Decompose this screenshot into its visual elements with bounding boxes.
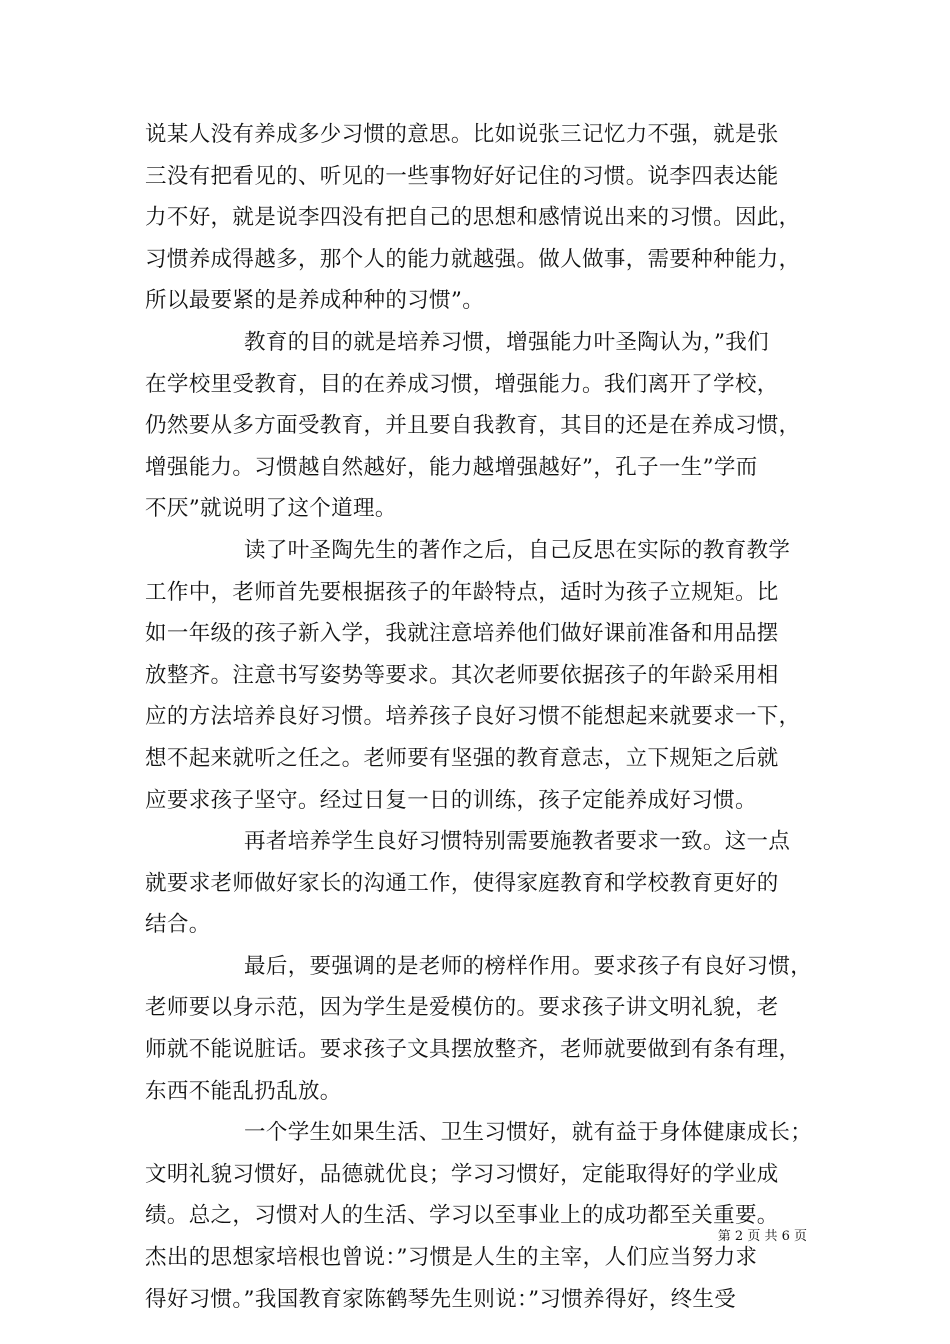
text-line: 增强能力。习惯越自然越好，能力越增强越好”，孔子一生”学而 [145, 454, 758, 480]
paragraph-first-line: 最后，要强调的是老师的榜样作用。要求孩子有良好习惯， [244, 953, 813, 979]
text-line: 仍然要从多方面受教育，并且要自我教育，其目的还是在养成习惯， [145, 413, 801, 439]
text-line: 如一年级的孩子新入学，我就注意培养他们做好课前准备和用品摆 [145, 621, 779, 647]
text-line: 所以最要紧的是养成种种的习惯”。 [145, 288, 485, 314]
paragraph-first-line: 教育的目的就是培养习惯，增强能力叶圣陶认为，”我们 [244, 329, 769, 355]
text-line: 绩。总之，习惯对人的生活、学习以至事业上的成功都至关重要。 [145, 1203, 779, 1229]
text-line: 三没有把看见的、听见的一些事物好好记住的习惯。说李四表达能 [145, 163, 779, 189]
text-line: 东西不能乱扔乱放。 [145, 1078, 342, 1104]
text-line: 说某人没有养成多少习惯的意思。比如说张三记忆力不强，就是张 [145, 122, 779, 147]
text-line: 习惯养成得越多，那个人的能力就越强。做人做事，需要种种能力， [145, 246, 801, 272]
paragraph-first-line: 读了叶圣陶先生的著作之后，自己反思在实际的教育教学 [244, 537, 791, 563]
text-line: 杰出的思想家培根也曾说：”习惯是人生的主宰，人们应当努力求 [145, 1245, 758, 1271]
text-line: 力不好，就是说李四没有把自己的思想和感情说出来的习惯。因此， [145, 205, 801, 231]
body-text [145, 114, 825, 1320]
text-line: 得好习惯。”我国教育家陈鹤琴先生则说：”习惯养得好，终生受 [145, 1286, 737, 1312]
text-line: 应的方法培养良好习惯。培养孩子良好习惯不能想起来就要求一下， [145, 704, 801, 730]
text-line: 就要求老师做好家长的沟通工作，使得家庭教育和学校教育更好的 [145, 870, 779, 896]
text-line: 放整齐。注意书写姿势等要求。其次老师要依据孩子的年龄采用相 [145, 662, 779, 688]
page-number-footer: 第 2 页 共 6 页 [717, 1229, 807, 1244]
paragraph-first-line: 再者培养学生良好习惯特别需要施教者要求一致。这一点 [244, 829, 791, 855]
text-line: 文明礼貌习惯好，品德就优良；学习习惯好，定能取得好的学业成 [145, 1161, 779, 1187]
text-line: 结合。 [145, 912, 211, 938]
text-line: 工作中，老师首先要根据孩子的年龄特点，适时为孩子立规矩。比 [145, 579, 779, 605]
text-line: 师就不能说脏话。要求孩子文具摆放整齐，老师就要做到有条有理， [145, 1037, 801, 1063]
text-line: 想不起来就听之任之。老师要有坚强的教育意志，立下规矩之后就 [145, 745, 779, 771]
text-line: 应要求孩子坚守。经过日复一日的训练，孩子定能养成好习惯。 [145, 787, 757, 813]
text-line: 老师要以身示范，因为学生是爱模仿的。要求孩子讲文明礼貌，老 [145, 995, 779, 1021]
paragraph-first-line: 一个学生如果生活、卫生习惯好，就有益于身体健康成长； [244, 1120, 813, 1146]
text-line: 在学校里受教育，目的在养成习惯，增强能力。我们离开了学校， [145, 371, 779, 397]
text-line: 不厌”就说明了这个道理。 [145, 496, 397, 522]
